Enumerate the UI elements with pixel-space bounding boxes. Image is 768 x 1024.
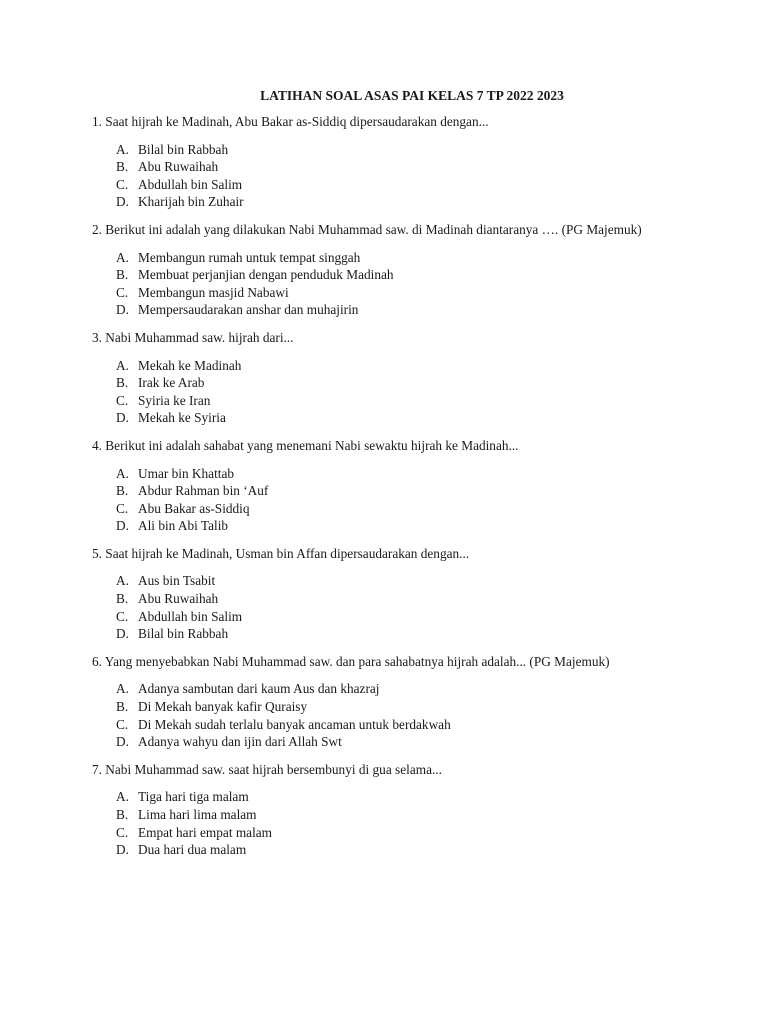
option-letter: B. [116,375,129,391]
option-text: Aus bin Tsabit [138,573,216,589]
option-text: Abdullah bin Salim [138,176,243,192]
option-list [92,141,676,211]
option-list [92,249,676,319]
option-text: Adanya wahyu dan ijin dari Allah Swt [138,734,342,750]
option-b [116,374,676,392]
option-d [116,517,676,535]
option-text: Bilal bin Rabbah [138,141,229,157]
question-text: 5. Saat hijrah ke Madinah, Usman bin Affan dipersaudarakan dengan... [92,545,470,561]
option-b [116,590,676,608]
option-letter: D. [116,518,129,534]
option-text: Mekah ke Madinah [138,357,242,373]
option-a [116,788,676,806]
option-text: Abu Ruwaihah [138,591,219,607]
option-text: Di Mekah sudah terlalu banyak ancaman untuk berdakwah [138,716,451,732]
option-d [116,841,676,859]
option-d [116,625,676,643]
question-2 [92,221,676,319]
option-letter: D. [116,302,129,318]
option-letter: A. [116,357,129,373]
question-1 [92,113,676,211]
option-b [116,806,676,824]
option-list [92,788,676,858]
question-text: 7. Nabi Muhammad saw. saat hijrah bersembunyi di gua selama... [92,761,442,777]
option-text: Umar bin Khattab [138,465,235,481]
question-text: 6. Yang menyebabkan Nabi Muhammad saw. dan para sahabatnya hijrah adalah... (PG Majemuk) [92,653,610,669]
option-letter: B. [116,699,129,715]
option-letter: C. [116,392,129,408]
option-a [116,465,676,483]
option-text: Abdullah bin Salim [138,608,243,624]
option-d [116,409,676,427]
option-text: Kharijah bin Zuhair [138,194,244,210]
option-letter: C. [116,608,129,624]
option-text: Tiga hari tiga malam [138,789,249,805]
option-d [116,193,676,211]
option-letter: D. [116,410,129,426]
option-a [116,141,676,159]
option-list [92,680,676,750]
option-text: Membangun masjid Nabawi [138,284,289,300]
option-letter: C. [116,284,129,300]
option-b [116,158,676,176]
option-b [116,266,676,284]
option-letter: B. [116,267,129,283]
option-d [116,733,676,751]
option-a [116,680,676,698]
option-c [116,716,676,734]
option-text: Irak ke Arab [138,375,205,391]
option-letter: D. [116,734,129,750]
option-text: Membuat perjanjian dengan penduduk Madinah [138,267,394,283]
option-letter: D. [116,626,129,642]
option-text: Dua hari dua malam [138,842,247,858]
option-text: Empat hari empat malam [138,824,273,840]
question-text: 2. Berikut ini adalah yang dilakukan Nabi Muhammad saw. di Madinah diantaranya …. (PG Majemuk) [92,221,642,237]
question-4 [92,437,676,535]
question-7 [92,761,676,859]
option-letter: C. [116,500,129,516]
option-c [116,392,676,410]
option-letter: A. [116,681,129,697]
question-3 [92,329,676,427]
option-letter: B. [116,159,129,175]
option-c [116,284,676,302]
option-letter: D. [116,194,129,210]
option-letter: A. [116,573,129,589]
option-text: Syiria ke Iran [138,392,211,408]
option-text: Lima hari lima malam [138,807,257,822]
option-letter: C. [116,824,129,840]
option-letter: A. [116,789,129,805]
option-d [116,301,676,319]
option-list [92,357,676,427]
option-letter: A. [116,141,129,157]
question-6 [92,653,676,751]
option-text: Abu Ruwaihah [138,159,219,175]
option-list [92,572,676,642]
option-a [116,357,676,375]
option-letter: B. [116,591,129,607]
option-text: Adanya sambutan dari kaum Aus dan khazraj [138,681,380,697]
option-letter: C. [116,716,129,732]
option-text: Mempersaudarakan anshar dan muhajirin [138,302,359,318]
option-letter: A. [116,249,129,265]
option-c [116,176,676,194]
option-letter: A. [116,465,129,481]
option-letter: D. [116,842,129,858]
option-list [92,465,676,535]
option-b [116,698,676,716]
option-text: Ali bin Abi Talib [138,518,229,534]
option-text: Membangun rumah untuk tempat singgah [138,249,361,265]
question-text: 3. Nabi Muhammad saw. hijrah dari... [92,329,294,345]
option-c [116,824,676,842]
option-text: Abdur Rahman bin ‘Auf [138,483,269,499]
question-5 [92,545,676,643]
option-letter: B. [116,807,129,822]
option-b [116,482,676,500]
option-a [116,572,676,590]
option-c [116,500,676,518]
option-text: Bilal bin Rabbah [138,626,229,642]
question-text: 4. Berikut ini adalah sahabat yang menemani Nabi sewaktu hijrah ke Madinah... [92,437,519,453]
option-letter: C. [116,176,129,192]
option-text: Di Mekah banyak kafir Quraisy [138,699,308,715]
option-text: Mekah ke Syiria [138,410,226,426]
option-c [116,608,676,626]
option-a [116,249,676,267]
option-text: Abu Bakar as-Siddiq [138,500,250,516]
question-text: 1. Saat hijrah ke Madinah, Abu Bakar as-Siddiq dipersaudarakan dengan... [92,114,489,129]
option-letter: B. [116,483,129,499]
document-title: LATIHAN SOAL ASAS PAI KELAS 7 TP 2022 2023 [260,88,564,103]
